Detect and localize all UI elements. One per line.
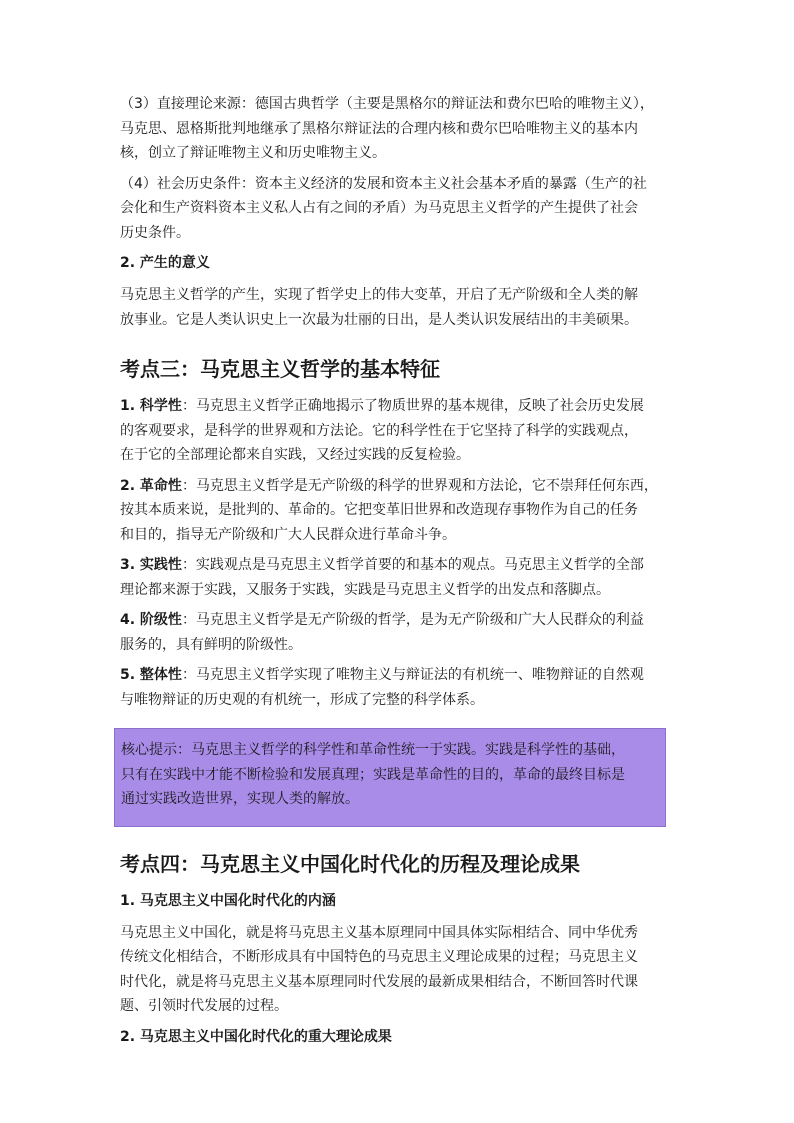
paragraph-significance: 马克思主义哲学的产生，实现了哲学史上的伟大变革，开启了无产阶级和全人类的解 放事业。它是人类认识史上一次最为壮丽的日出，是人类认识发展结出的丰美硕果。 (120, 287, 638, 328)
section-title-basic-features: 考点三：马克思主义哲学的基本特征 (120, 357, 440, 381)
feature-item-revolutionary: 2. 革命性：马克思主义哲学是无产阶级的科学的世界观和方法论，它不崇拜任何东西， 按其本质来说，是批判的、革命的。它把变革旧世界和改造现存事物作为自己的任务 和目的，指导无产阶级和广大人民群众进行革命斗争。 (120, 477, 658, 543)
subheading-connotation: 1. 马克思主义中国化时代化的内涵 (120, 892, 336, 909)
paragraph-connotation: 马克思主义中国化，就是将马克思主义基本原理同中国具体实际相结合、同中华优秀 传统文化相结合，不断形成具有中国特色的马克思主义理论成果的过程；马克思主义 时代化，就是将马克思主义基本原理同时代发展的最新成果相结合，不断回答时代课 题、引领时代发展的过程。 (120, 924, 638, 1014)
document-page (120, 92, 676, 1057)
feature-item-scientific: 1. 科学性：马克思主义哲学正确地揭示了物质世界的基本规律，反映了社会历史发展 的客观要求，是科学的世界观和方法论。它的科学性在于它坚持了科学的实践观点， 在于它的全部理论都来自实践，又经过实践的反复检验。 (120, 398, 644, 463)
feature-item-integrity: 5. 整体性：马克思主义哲学实现了唯物主义与辩证法的有机统一、唯物辩证的自然观 与唯物辩证的历史观的有机统一，形成了完整的科学体系。 (120, 667, 644, 708)
paragraph-social-conditions: （4）社会历史条件：资本主义经济的发展和资本主义社会基本矛盾的暴露（生产的社 会化和生产资料资本主义私人占有之间的矛盾）为马克思主义哲学的产生提供了社会 历史条件。 (120, 175, 647, 241)
section-title-sinicization: 考点四：马克思主义中国化时代化的历程及理论成果 (120, 851, 580, 876)
paragraph-direct-theory-source: （3）直接理论来源：德国古典哲学（主要是黑格尔的辩证法和费尔巴哈的唯物主义）， 马克思、恩格斯批判地继承了黑格尔辩证法的合理内核和费尔巴哈唯物主义的基本内 核，创立了辩证唯物主义和历史唯物主义。 (120, 96, 654, 161)
subheading-significance: 2. 产生的意义 (120, 255, 210, 271)
core-tip-callout: 核心提示：马克思主义哲学的科学性和革命性统一于实践。实践是科学性的基础， 只有在实践中才能不断检验和发展真理；实践是革命性的目的，革命的最终目标是 通过实践改造世界，实现人类的解放。 (114, 728, 666, 827)
feature-item-practical: 3. 实践性：实践观点是马克思主义哲学首要的和基本的观点。马克思主义哲学的全部 理论都来源于实践，又服务于实践，实践是马克思主义哲学的出发点和落脚点。 (120, 557, 644, 598)
feature-item-class: 4. 阶级性：马克思主义哲学是无产阶级的哲学，是为无产阶级和广大人民群众的利益 服务的，具有鲜明的阶级性。 (120, 612, 644, 653)
subheading-theoretical-achievements: 2. 马克思主义中国化时代化的重大理论成果 (120, 1028, 392, 1045)
